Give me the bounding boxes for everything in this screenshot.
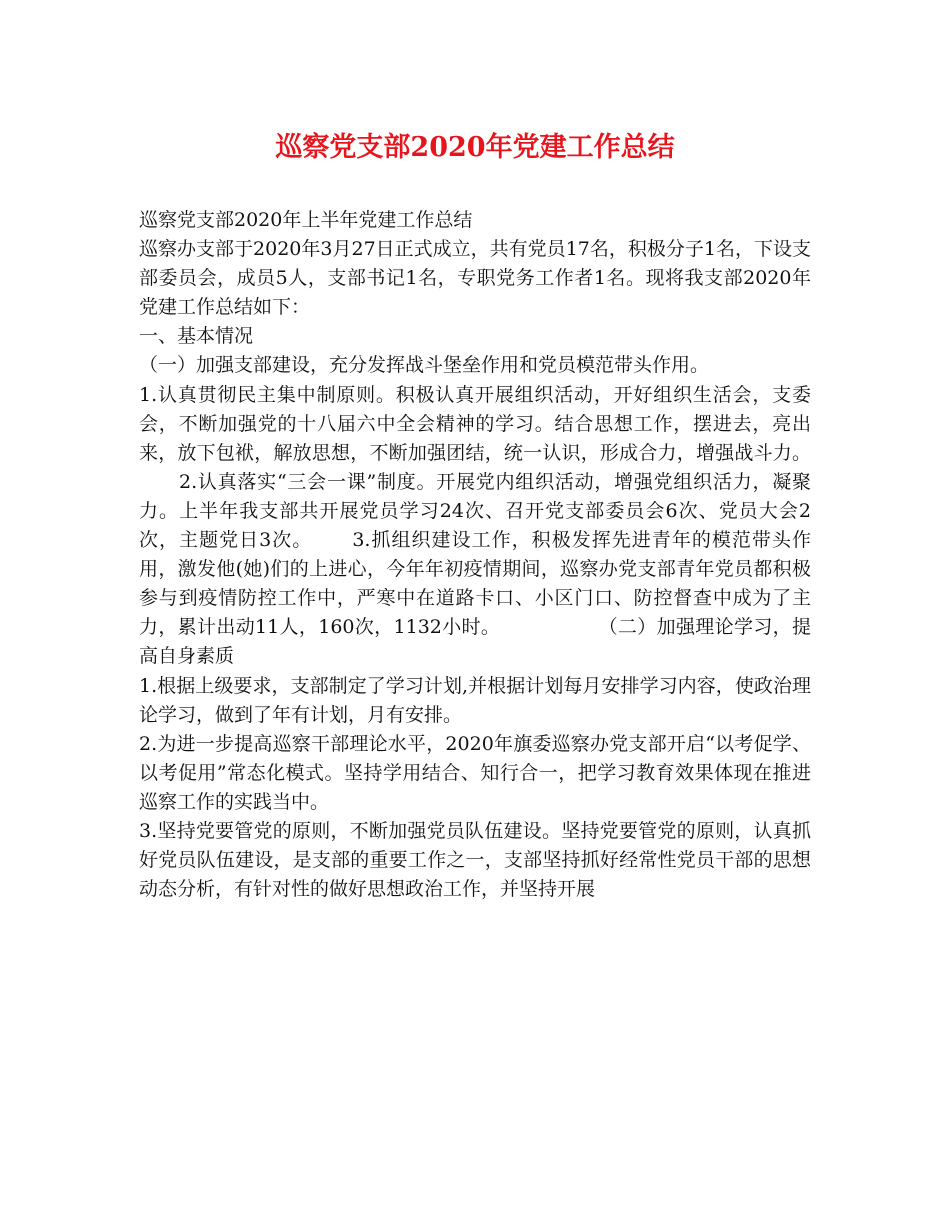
subsection-heading-2: （二）加强理论学习，提高自身素质 (139, 616, 811, 668)
subsection-heading-1: （一）加强支部建设，充分发挥战斗堡垒作用和党员模范带头作用。 (139, 354, 710, 377)
document-title: 巡察党支部2020年党建工作总结 (275, 132, 675, 163)
document-body (139, 206, 811, 904)
item-organization-building: 3.抓组织建设工作，积极发挥先进青年的模范带头作用，激发他(她)们的上进心，今年年初疫情期间，巡察办党支部青年党员都积极参与到疫情防控工作中，严寒中在道路卡口、小区门口、防控督查中成为了主力，累计出动11人，160次，1132小时。 (139, 529, 811, 639)
paragraph-party-discipline: 3.坚持党要管党的原则，不断加强党员队伍建设。坚持党要管党的原则，认真抓好党员队伍建设，是支部的重要工作之一，支部坚持抓好经常性党员干部的思想动态分析，有针对性的做好思想政治工作，并坚持开展 (139, 819, 811, 901)
paragraph-exam-mode: 2.为进一步提高巡察干部理论水平，2020年旗委巡察办党支部开启“以考促学、以考促用”常态化模式。坚持学用结合、知行合一，把学习教育效果体现在推进巡察工作的实践当中。 (139, 732, 811, 813)
paragraph-intro: 巡察办支部于2020年3月27日正式成立，共有党员17名，积极分子1名，下设支部委员会，成员5人，支部书记1名，专职党务工作者1名。现将我支部2020年党建工作总结如下： (139, 238, 811, 319)
paragraph-branch-building (139, 381, 811, 672)
paragraph-study-plan: 1.根据上级要求，支部制定了学习计划,并根据计划每月安排学习内容，使政治理论学习，做到了年有计划，月有安排。 (139, 674, 811, 726)
item-democratic-centralism: 1.认真贯彻民主集中制原则。积极认真开展组织活动，开好组织生活会，支委会，不断加强党的十八届六中全会精神的学习。结合思想工作，摆进去，亮出来，放下包袱，解放思想，不断加强团结，统一认识，形成合力，增强战斗力。 (139, 383, 811, 464)
paragraph-subtitle: 巡察党支部2020年上半年党建工作总结 (139, 209, 473, 231)
item-three-meetings: 2.认真落实“三会一课”制度。开展党内组织活动，增强党组织活力，凝聚力。上半年我支部共开展党员学习24次、召开党支部委员会6次、党员大会2次，主题党日3次。 (139, 470, 811, 552)
section-heading-basic: 一、基本情况 (139, 325, 254, 348)
